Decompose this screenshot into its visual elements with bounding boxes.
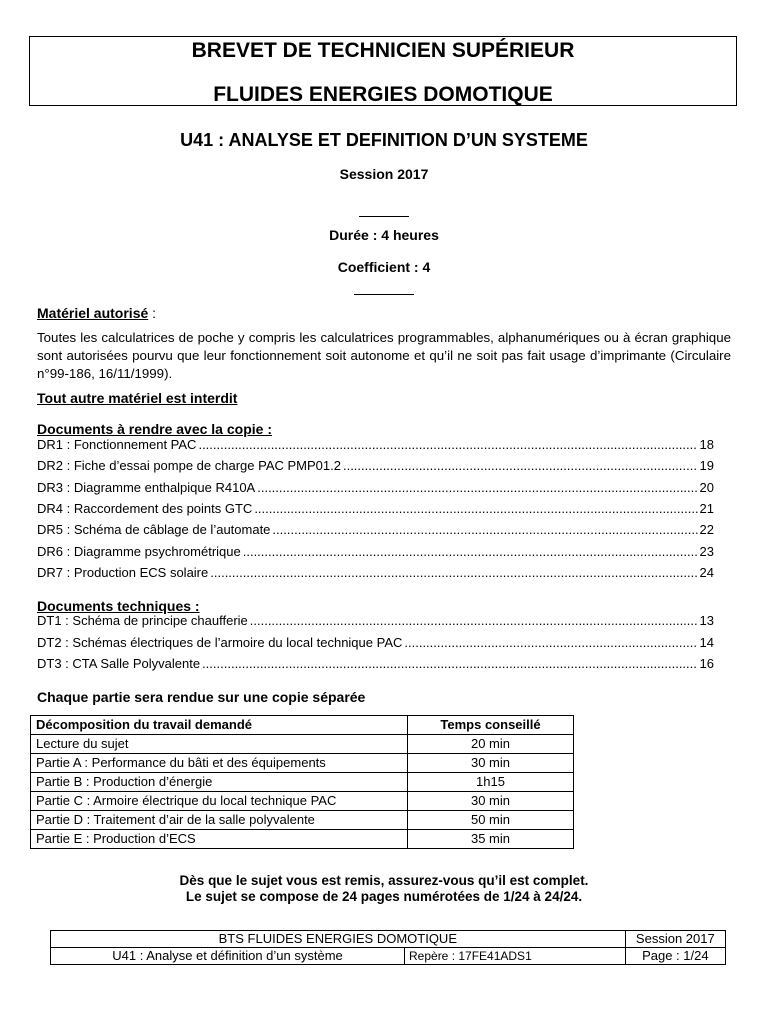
toc-leader-dots [254,501,697,516]
toc-leader-dots [343,458,698,473]
materiel-heading: Matériel autorisé : [37,305,157,321]
toc-item-label: DR4 : Raccordement des points GTC [37,500,253,516]
table-cell: Partie D : Traitement d’air de la salle polyvalente [31,811,408,830]
footer-reference: Repère : 17FE41ADS1 [405,948,626,965]
toc-item-page: 20 [699,479,714,495]
toc-item-page: 21 [699,500,714,516]
table-cell: 35 min [408,830,574,849]
toc-item-page: 19 [699,458,714,474]
toc-leader-dots [202,656,697,671]
exam-title: BREVET DE TECHNICIEN SUPÉRIEUR [191,39,575,62]
documents-rendre-heading: Documents à rendre avec la copie : [37,421,272,437]
toc-item-label: DT2 : Schémas électriques de l’armoire du local technique PAC [37,634,403,650]
duration-label: Durée : 4 heures [329,227,439,243]
table-header-cell: Temps conseillé [408,716,574,735]
toc-item-label: DR7 : Production ECS solaire [37,564,209,580]
toc-item [37,656,714,674]
table-cell: Partie A : Performance du bâti et des équipements [31,754,408,773]
title-box [29,36,737,106]
footer-program: BTS FLUIDES ENERGIES DOMOTIQUE [51,931,626,948]
copy-note: Chaque partie sera rendue sur une copie séparée [37,689,366,705]
toc-item [37,565,714,583]
toc-item-label: DR5 : Schéma de câblage de l’automate [37,522,271,538]
toc-item-page: 13 [699,613,714,628]
table-row [31,811,574,830]
toc-item-label: DR2 : Fiche d’essai pompe de charge PAC PMP01.2 [37,458,341,474]
table-cell: Partie E : Production d’ECS [31,830,408,849]
toc-item [37,522,714,540]
page-footer [50,930,726,965]
toc-item [37,613,714,631]
table-cell: 50 min [408,811,574,830]
toc-item-page: 23 [699,543,714,559]
table-row [31,773,574,792]
footer-page-number: Page : 1/24 [625,948,725,965]
toc-leader-dots [250,613,698,628]
toc-item-page: 16 [699,656,714,671]
toc-item-page: 22 [699,522,714,538]
completeness-notice: Dès que le sujet vous est remis, assurez-vous qu’il est complet. [179,873,589,888]
toc-leader-dots [272,522,697,537]
toc-item-label: DR3 : Diagramme enthalpique R410A [37,479,256,495]
table-cell: Partie C : Armoire électrique du local technique PAC [31,792,408,811]
toc-item [37,544,714,562]
work-table [30,715,574,849]
toc-leader-dots [243,544,698,559]
footer-unit: U41 : Analyse et définition d’un système [51,948,405,965]
session-label: Session 2017 [339,166,429,182]
footer-session: Session 2017 [625,931,725,948]
table-cell: Lecture du sujet [31,735,408,754]
toc-item [37,501,714,519]
toc-item [37,635,714,653]
table-cell: Partie B : Production d’énergie [31,773,408,792]
table-header-row [31,716,574,735]
toc-item-label: DT1 : Schéma de principe chaufferie [37,613,248,628]
forbidden-note: Tout autre matériel est interdit [37,390,238,406]
toc-item-page: 24 [699,564,714,580]
table-cell: 20 min [408,735,574,754]
toc-item [37,437,714,455]
documents-techniques-heading: Documents techniques : [37,598,200,614]
toc-item-label: DR1 : Fonctionnement PAC [37,437,197,452]
table-row [31,754,574,773]
toc-item-page: 14 [699,634,714,650]
exam-specialty: FLUIDES ENERGIES DOMOTIQUE [213,83,553,106]
toc-leader-dots [257,480,697,495]
table-cell: 1h15 [408,773,574,792]
separator-rule [359,216,409,217]
toc-item [37,480,714,498]
table-row [31,792,574,811]
table-header-cell: Décomposition du travail demandé [31,716,408,735]
page-count-notice: Le sujet se compose de 24 pages numérotées de 1/24 à 24/24. [185,889,583,904]
subject-title: U41 : ANALYSE ET DEFINITION D’UN SYSTEME [180,130,588,150]
toc-item-label: DT3 : CTA Salle Polyvalente [37,656,201,671]
toc-item-page: 18 [699,437,714,452]
table-row [31,735,574,754]
separator-rule [354,294,414,295]
table-cell: 30 min [408,792,574,811]
table-row [31,830,574,849]
materiel-text: Toutes les calculatrices de poche y compris les calculatrices programmables, alphanumériques ou à écran graphique sont autorisées pourvu que leur fonctionnement soit autonome et qu’il ne soit pas fait usage d’imprimante (Circulaire n°99-186, 16/11/1999). [37,330,731,381]
table-cell: 30 min [408,754,574,773]
toc-leader-dots [198,437,697,452]
toc-leader-dots [210,565,697,580]
toc-item [37,458,714,476]
toc-item-label: DR6 : Diagramme psychrométrique [37,543,241,559]
coefficient-label: Coefficient : 4 [337,259,431,275]
toc-leader-dots [404,635,697,650]
